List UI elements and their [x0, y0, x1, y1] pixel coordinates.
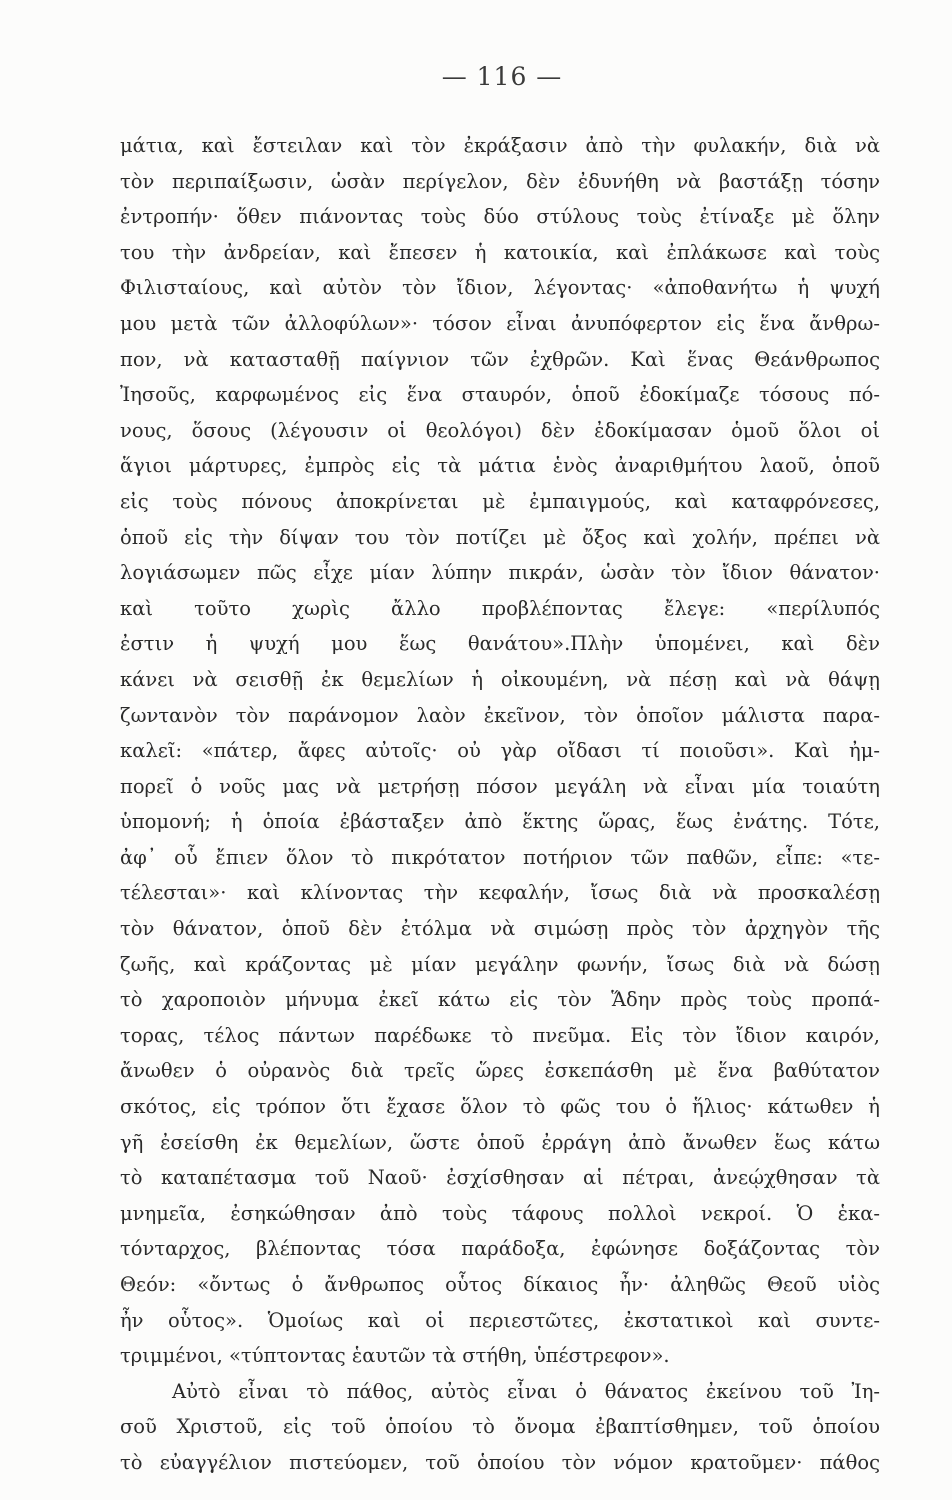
text-line: σκότος, εἰς τρόπον ὅτι ἔχασε ὅλον τὸ φῶς του ὁ ἥλιος· κάτωθεν ἡ — [120, 1095, 880, 1119]
text-line: τόνταρχος, βλέποντας τόσα παράδοξα, ἐφώνησε δοξάζοντας τὸν — [120, 1237, 880, 1261]
text-line: ἦν οὗτος». Ὁμοίως καὶ οἱ περιεστῶτες, ἐκστατικοὶ καὶ συντε- — [120, 1308, 880, 1332]
text-line: γῆ ἐσείσθη ἐκ θεμελίων, ὥστε ὁποῦ ἐρράγη ἀπὸ ἄνωθεν ἕως κάτω — [120, 1130, 880, 1154]
text-line: ὁποῦ εἰς τὴν δίψαν του τὸν ποτίζει μὲ ὄξος καὶ χολήν, πρέπει νὰ — [120, 525, 880, 549]
text-line: τὸν περιπαίξωσιν, ὡσὰν περίγελον, δὲν ἐδυνήθη νὰ βαστάξῃ τόσην — [120, 169, 880, 193]
text-line: τὸ χαροποιὸν μήνυμα ἐκεῖ κάτω εἰς τὸν Ἅδην πρὸς τοὺς προπά- — [120, 988, 880, 1012]
text-line: ὑπομονή; ἡ ὁποία ἐβάσταξεν ἀπὸ ἕκτης ὥρας, ἕως ἐνάτης. Τότε, — [120, 810, 880, 834]
text-line: τέλεσται»· καὶ κλίνοντας τὴν κεφαλήν, ἴσως διὰ νὰ προσκαλέσῃ — [120, 881, 880, 905]
text-line: ἐντροπήν· ὅθεν πιάνοντας τοὺς δύο στύλους τοὺς ἐτίναξε μὲ ὅλην — [120, 205, 880, 229]
text-line: ἀφ᾽ οὗ ἔπιεν ὅλον τὸ πικρότατον ποτήριον τῶν παθῶν, εἶπε: «τε- — [120, 845, 880, 869]
text-line: Ἰησοῦς, καρφωμένος εἰς ἕνα σταυρόν, ὁποῦ ἐδοκίμαζε τόσους πό- — [120, 383, 880, 407]
text-line: καλεῖ: «πάτερ, ἄφες αὐτοῖς· οὐ γὰρ οἴδασι τί ποιοῦσι». Καὶ ἠμ- — [120, 739, 880, 763]
text-line: τὸν θάνατον, ὁποῦ δὲν ἐτόλμα νὰ σιμώσῃ πρὸς τὸν ἀρχηγὸν τῆς — [120, 917, 880, 941]
text-line: ζωῆς, καὶ κράζοντας μὲ μίαν μεγάλην φωνήν, ἴσως διὰ νὰ δώσῃ — [120, 952, 880, 976]
paragraph-first-line: Αὐτὸ εἶναι τὸ πάθος, αὐτὸς εἶναι ὁ θάνατος ἐκείνου τοῦ Ἰη- — [172, 1379, 880, 1403]
text-line: καὶ τοῦτο χωρὶς ἄλλο προβλέποντας ἔλεγε: «περίλυπός — [120, 596, 880, 620]
page-number: — 116 — — [441, 62, 563, 91]
text-line: Θεόν: «ὄντως ὁ ἄνθρωπος οὗτος δίκαιος ἦν· ἀληθῶς Θεοῦ υἱὸς — [120, 1273, 880, 1296]
body-text — [120, 128, 880, 1481]
text-line: κάνει νὰ σεισθῇ ἐκ θεμελίων ἡ οἰκουμένη, νὰ πέσῃ καὶ νὰ θάψῃ — [120, 667, 880, 691]
text-line: τὸ εὐαγγέλιον πιστεύομεν, τοῦ ὁποίου τὸν νόμον κρατοῦμεν· πάθος — [120, 1450, 880, 1474]
text-line: μνημεῖα, ἐσηκώθησαν ἀπὸ τοὺς τάφους πολλοὶ νεκροί. Ὁ ἑκα- — [120, 1201, 880, 1225]
text-line: ἅγιοι μάρτυρες, ἐμπρὸς εἰς τὰ μάτια ἑνὸς ἀναριθμήτου λαοῦ, ὁποῦ — [120, 454, 880, 478]
text-line: μάτια, καὶ ἔστειλαν καὶ τὸν ἐκράξασιν ἀπὸ τὴν φυλακήν, διὰ νὰ — [120, 134, 880, 157]
text-line: Φιλισταίους, καὶ αὐτὸν τὸν ἴδιον, λέγοντας· «ἀποθανήτω ἡ ψυχή — [120, 276, 880, 300]
text-line: ἄνωθεν ὁ οὐρανὸς διὰ τρεῖς ὥρες ἐσκεπάσθη μὲ ἕνα βαθύτατον — [120, 1059, 880, 1083]
text-line: πορεῖ ὁ νοῦς μας νὰ μετρήσῃ πόσον μεγάλη νὰ εἶναι μία τοιαύτη — [120, 774, 880, 798]
text-line: ζωντανὸν τὸν παράνομον λαὸν ἐκεῖνον, τὸν ὁποῖον μάλιστα παρα- — [120, 703, 880, 727]
text-line: λογιάσωμεν πῶς εἶχε μίαν λύπην πικράν, ὡσὰν τὸν ἴδιον θάνατον· — [120, 561, 880, 585]
text-line: τὸ καταπέτασμα τοῦ Ναοῦ· ἐσχίσθησαν αἱ πέτραι, ἀνεῴχθησαν τὰ — [120, 1166, 880, 1190]
text-line: του τὴν ἀνδρείαν, καὶ ἔπεσεν ἡ κατοικία, καὶ ἐπλάκωσε καὶ τοὺς — [120, 240, 880, 264]
text-line: τορας, τέλος πάντων παρέδωκε τὸ πνεῦμα. Εἰς τὸν ἴδιον καιρόν, — [120, 1023, 880, 1047]
text-line: νους, ὅσους (λέγουσιν οἱ θεολόγοι) δὲν ἐδοκίμασαν ὁμοῦ ὅλοι οἱ — [120, 418, 880, 442]
text-line: σοῦ Χριστοῦ, εἰς τοῦ ὁποίου τὸ ὄνομα ἐβαπτίσθημεν, τοῦ ὁποίου — [120, 1415, 880, 1439]
text-line: ἐστιν ἡ ψυχή μου ἕως θανάτου».Πλὴν ὑπομένει, καὶ δὲν — [120, 632, 880, 656]
text-line: τριμμένοι, «τύπτοντας ἑαυτῶν τὰ στήθη, ὑπέστρεφον». — [120, 1344, 670, 1368]
text-line: πον, νὰ κατασταθῇ παίγνιον τῶν ἐχθρῶν. Καὶ ἕνας Θεάνθρωπος — [120, 347, 880, 371]
text-line: μου μετὰ τῶν ἀλλοφύλων»· τόσον εἶναι ἀνυπόφερτον εἰς ἕνα ἄνθρω- — [120, 311, 880, 335]
text-line: εἰς τοὺς πόνους ἀποκρίνεται μὲ ἐμπαιγμούς, καὶ καταφρόνεσες, — [120, 489, 880, 513]
